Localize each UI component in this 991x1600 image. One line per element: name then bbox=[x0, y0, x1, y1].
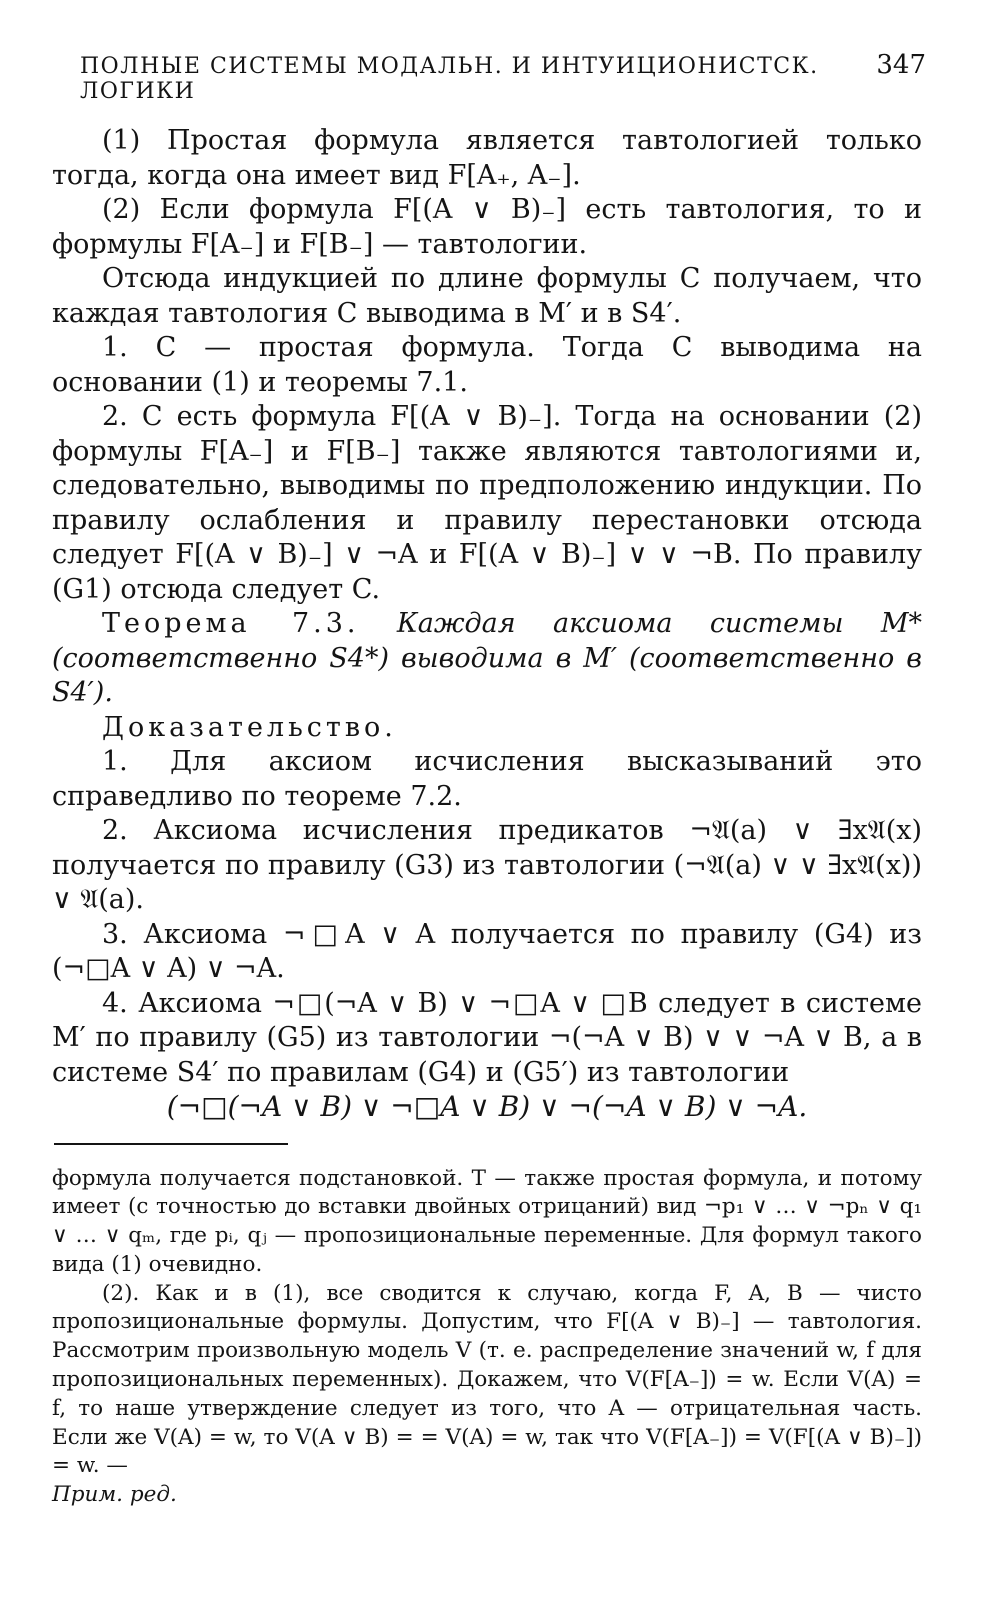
proof-label: Доказательство. bbox=[102, 711, 397, 743]
footnote-part-2-text: (2). Как и в (1), все сводится к случаю, когда F, A, B — чисто пропозициональные формулы. Допустим, что F[(A ∨ B)₋] — тавтология. Рассмотрим произвольную модель V (т. е. распределение значений w, f для пропозициональных переменных). Докажем, что V(F[A₋]) = w. Если V(A) = f, то наше утверждение следует из того, что A — отрицательная часть. Если же V(A) = w, то V(A ∨ B) = = V(A) = w, так что V(F[A₋]) = V(F[(A ∨ B)₋]) = w. — bbox=[52, 1280, 922, 1479]
proof-item-4: 4. Аксиома ¬□(¬A ∨ B) ∨ ¬□A ∨ □B следует в системе M′ по правилу (G5) из тавтологии ¬(¬A ∨ B) ∨ ∨ ¬A ∨ B, а в системе S4′ по правилам (G4) и (G5′) из тавтологии bbox=[52, 987, 922, 1088]
footnotes bbox=[52, 1165, 922, 1511]
theorem bbox=[52, 607, 922, 711]
theorem-statement: Каждая аксиома системы M* (соответственно S4*) выводима в M′ (соответственно в S4′). bbox=[52, 608, 922, 708]
proof-item-2: 2. Аксиома исчисления предикатов ¬𝔄(a) ∨ ∃x𝔄(x) получается по правилу (G3) из тавтологии (¬𝔄(a) ∨ ∨ ∃x𝔄(x)) ∨ 𝔄(a). bbox=[52, 815, 922, 915]
footnote-continuation: формула получается подстановкой. T — также простая формула, и потому имеет (с точностью до вставки двойных отрицаний) вид ¬p₁ ∨ … ∨ ¬pₙ ∨ q₁ ∨ … ∨ qₘ, где pᵢ, qⱼ — пропозициональные переменные. Для формул такого вида (1) очевидно. bbox=[52, 1165, 922, 1277]
footnote-rule bbox=[54, 1143, 288, 1145]
page-header bbox=[52, 40, 926, 104]
editor-note: Прим. ред. bbox=[52, 1482, 177, 1508]
footnote-part-2 bbox=[52, 1280, 922, 1510]
case-1: 1. C — простая формула. Тогда C выводима на основании (1) и теоремы 7.1. bbox=[52, 332, 922, 398]
proof-item-1: 1. Для аксиом исчисления высказываний это справедливо по теореме 7.2. bbox=[52, 746, 922, 812]
paragraph-3: Отсюда индукцией по длине формулы C получаем, что каждая тавтология C выводима в M′ и в S4′. bbox=[52, 263, 922, 329]
paragraph-1: (1) Простая формула является тавтологией только тогда, когда она имеет вид F[A₊, A₋]. bbox=[52, 125, 922, 191]
main-text bbox=[52, 124, 922, 1125]
page-number: 347 bbox=[876, 50, 926, 80]
running-title: ПОЛНЫЕ СИСТЕМЫ МОДАЛЬН. И ИНТУИЦИОНИСТСК. ЛОГИКИ bbox=[80, 54, 819, 104]
paragraph-2: (2) Если формула F[(A ∨ B)₋] есть тавтология, то и формулы F[A₋] и F[B₋] — тавтологии. bbox=[52, 194, 922, 260]
page bbox=[52, 40, 926, 1510]
display-formula: (¬□(¬A ∨ B) ∨ ¬□A ∨ B) ∨ ¬(¬A ∨ B) ∨ ¬A. bbox=[166, 1090, 808, 1123]
case-2: 2. C есть формула F[(A ∨ B)₋]. Тогда на основании (2) формулы F[A₋] и F[B₋] также являются тавтологиями и, следовательно, выводимы по предположению индукции. По правилу ослабления и правилу перестановки отсюда следует F[(A ∨ B)₋] ∨ ¬A и F[(A ∨ B)₋] ∨ ∨ ¬B. По правилу (G1) отсюда следует C. bbox=[52, 401, 922, 605]
proof-item-3: 3. Аксиома ¬□A ∨ A получается по правилу (G4) из (¬□A ∨ A) ∨ ¬A. bbox=[52, 918, 922, 984]
theorem-label: Теорема 7.3. bbox=[102, 608, 360, 639]
